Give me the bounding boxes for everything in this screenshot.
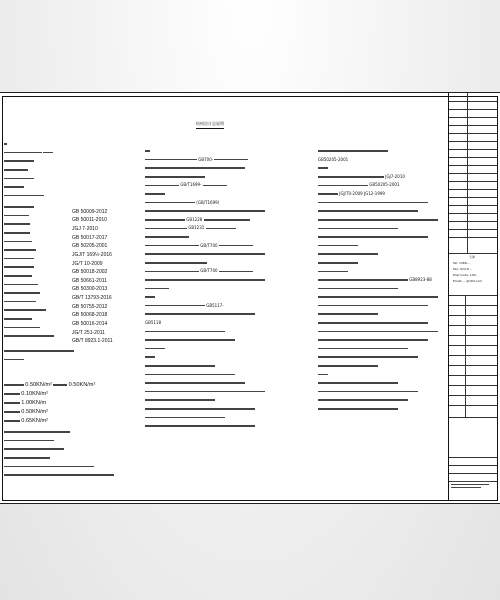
standard-code: GB 50755-2012 [72, 304, 108, 310]
ref-code: GB5118 [145, 319, 162, 325]
standard-code: JG/T 10-2009 [72, 261, 103, 267]
standard-code: JGJ 7-2010 [72, 226, 98, 232]
standard-code: GB 50068-2018 [72, 312, 108, 318]
standard-code: GB/T 13793-2016 [72, 295, 112, 301]
left-column [4, 140, 53, 200]
ref-code: JGJ7-2010 [385, 173, 405, 179]
ref-code: GB/T700 [200, 268, 218, 274]
page-title: 结构设计总说明 [196, 121, 224, 129]
standard-code: GB 50205-2001 [72, 243, 108, 249]
standard-code: JG/T 251-2011 [72, 330, 105, 336]
ref-code: JGJ/T0-2009 [339, 190, 363, 196]
standard-code: GB 50300-2013 [72, 286, 108, 292]
ref-code: GB700- [198, 156, 214, 162]
ref-code: GB/T1699- [180, 182, 202, 188]
ref-code: GB1231 [188, 225, 205, 231]
company-info: 天津 Tel: 1368-.. Fax: 024-8... Post Code: 100.. Email: ...@163.com [449, 253, 497, 296]
load-value: 0.50KN/m² [21, 409, 49, 415]
standard-code: GB 50017-2017 [72, 235, 108, 241]
standard-code: GB 50009-2012 [72, 209, 108, 215]
load-value: 1.00KN/m [21, 400, 47, 406]
standard-code: JGJ/T 169½-2016 [72, 252, 112, 258]
load-value: 0.50KN/m² [68, 382, 96, 388]
title-block [448, 93, 497, 501]
standard-code: GB 50016-2014 [72, 321, 108, 327]
standard-code: GB 50011-2010 [72, 217, 107, 223]
ref-code: GB1228 [186, 216, 203, 222]
title-block-notes [451, 480, 491, 489]
company-name: 天津 [469, 255, 476, 259]
load-value: 0.65KN/m² [21, 418, 49, 424]
ref-code: GB50205-2001 [369, 182, 400, 188]
standard-code: GB/T 8923.1-2011 [72, 338, 113, 344]
load-value: 0.10KN/m² [21, 391, 49, 397]
ref-code: GB/T700 [200, 242, 218, 248]
ref-code: GB5117- [206, 302, 224, 308]
load-value: 0.50KN/m² [25, 382, 53, 388]
ref-code: (GB/T1699) [196, 199, 220, 205]
ref-code: GB50205-2001 [318, 156, 349, 162]
standard-code: GB 50018-2002 [72, 269, 108, 275]
ref-code: JG12-1999 [363, 190, 385, 196]
standard-code: GB 50661-2011 [72, 278, 107, 284]
ref-code: GB8923-88 [409, 276, 432, 282]
